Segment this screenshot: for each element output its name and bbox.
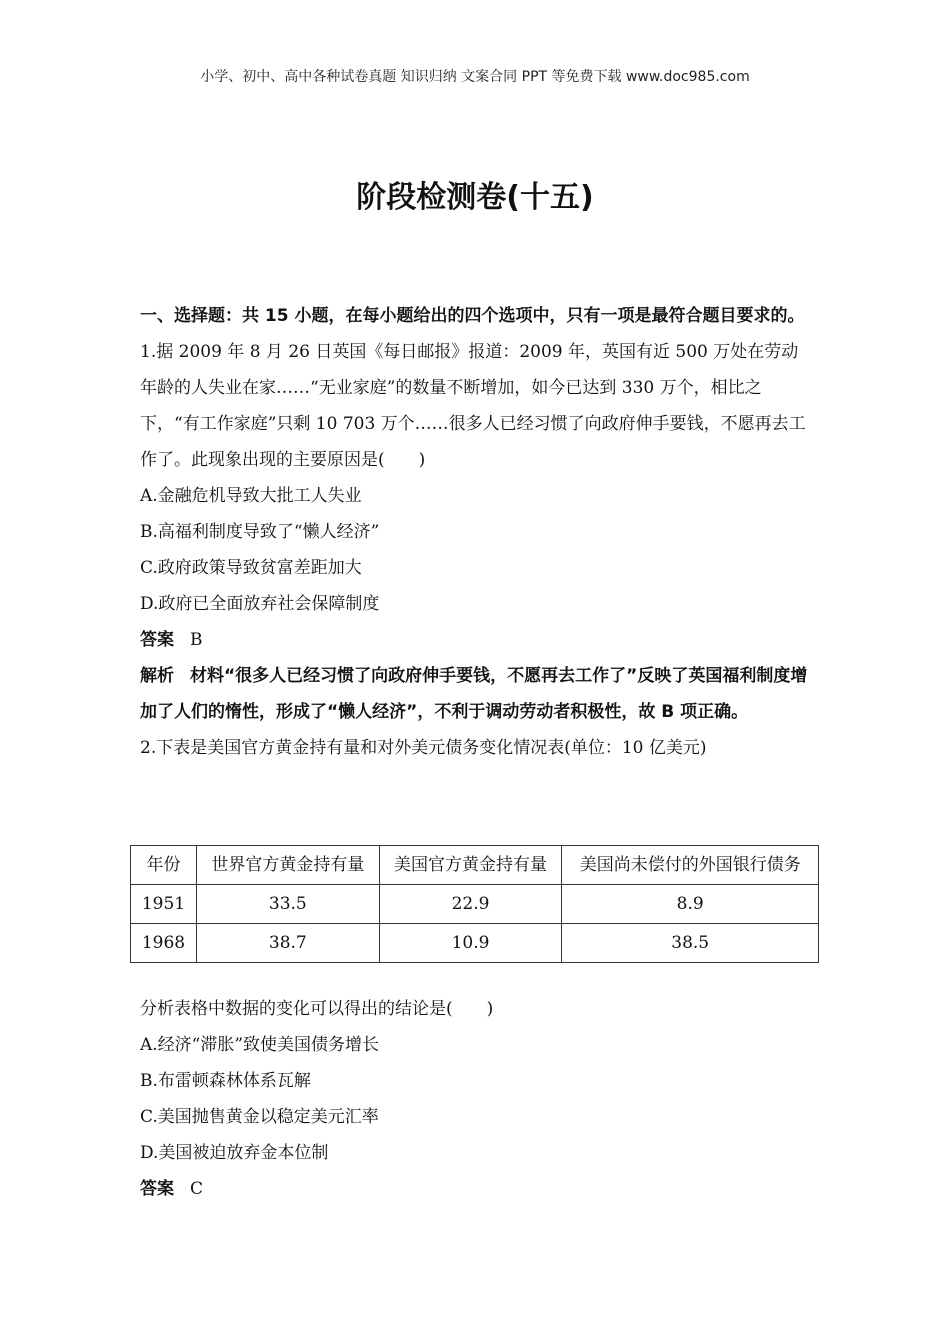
- q1-option-b: B.高福利制度导致了“懒人经济”: [140, 522, 380, 542]
- analysis-text: 材料“很多人已经习惯了向政府伸手要钱，不愿再去工作了”反映了英国福利制度增加了人们的惰性，形成了“懒人经济”，不利于调动劳动者积极性，故 B 项正确。: [140, 666, 808, 722]
- table-header-row: [131, 846, 819, 885]
- table-cell: 33.5: [196, 885, 379, 924]
- answer-value: C: [190, 1179, 204, 1199]
- table-cell: 38.5: [562, 924, 819, 963]
- table-header-cell: 美国官方黄金持有量: [379, 846, 562, 885]
- q2-option-a: A.经济“滞胀”致使美国债务增长: [140, 1035, 380, 1055]
- question-content: [140, 298, 815, 766]
- gold-debt-table: [130, 845, 819, 963]
- analysis-label: 解析: [140, 666, 174, 686]
- table-header-cell: 世界官方黄金持有量: [196, 846, 379, 885]
- q1-answer: [140, 622, 815, 658]
- page-header: 小学、初中、高中各种试卷真题 知识归纳 文案合同 PPT 等免费下载 www.doc985.com: [200, 69, 750, 85]
- table-cell: 1951: [131, 885, 197, 924]
- q1-option-d: D.政府已全面放弃社会保障制度: [140, 594, 380, 614]
- q1-analysis: [140, 658, 815, 730]
- q1-option-c: C.政府政策导致贫富差距加大: [140, 558, 362, 578]
- table-header-cell: 美国尚未偿付的外国银行债务: [562, 846, 819, 885]
- answer-label: 答案: [140, 1179, 174, 1199]
- table-cell: 8.9: [562, 885, 819, 924]
- table-cell: 22.9: [379, 885, 562, 924]
- table-cell: 1968: [131, 924, 197, 963]
- table-row: [131, 885, 819, 924]
- q2-option-d: D.美国被迫放弃金本位制: [140, 1143, 329, 1163]
- q2-question: 分析表格中数据的变化可以得出的结论是( ): [140, 999, 494, 1019]
- answer-label: 答案: [140, 630, 174, 650]
- answer-value: B: [190, 630, 203, 650]
- q2-after-table: [140, 991, 815, 1207]
- q2-answer: [140, 1171, 815, 1207]
- page-title: 阶段检测卷(十五): [356, 180, 594, 215]
- q1-stem: 1.据 2009 年 8 月 26 日英国《每日邮报》报道：2009 年，英国有近 500 万处在劳动年龄的人失业在家……“无业家庭”的数量不断增加，如今已达到 330 万个，相比之下，“有工作家庭”只剩 10 703 万个……很多人已经习惯了向政府伸手要钱，不愿再去工作了。此现象出现的主要原因是( ): [140, 342, 806, 470]
- q2-option-b: B.布雷顿森林体系瓦解: [140, 1071, 311, 1091]
- q1-option-a: A.金融危机导致大批工人失业: [140, 486, 362, 506]
- table-cell: 10.9: [379, 924, 562, 963]
- q2-option-c: C.美国抛售黄金以稳定美元汇率: [140, 1107, 379, 1127]
- section-heading: 一、选择题：共 15 小题，在每小题给出的四个选项中，只有一项是最符合题目要求的。: [140, 306, 805, 326]
- table-cell: 38.7: [196, 924, 379, 963]
- table-row: [131, 924, 819, 963]
- table-header-cell: 年份: [131, 846, 197, 885]
- q2-stem: 2.下表是美国官方黄金持有量和对外美元债务变化情况表(单位：10 亿美元): [140, 738, 707, 758]
